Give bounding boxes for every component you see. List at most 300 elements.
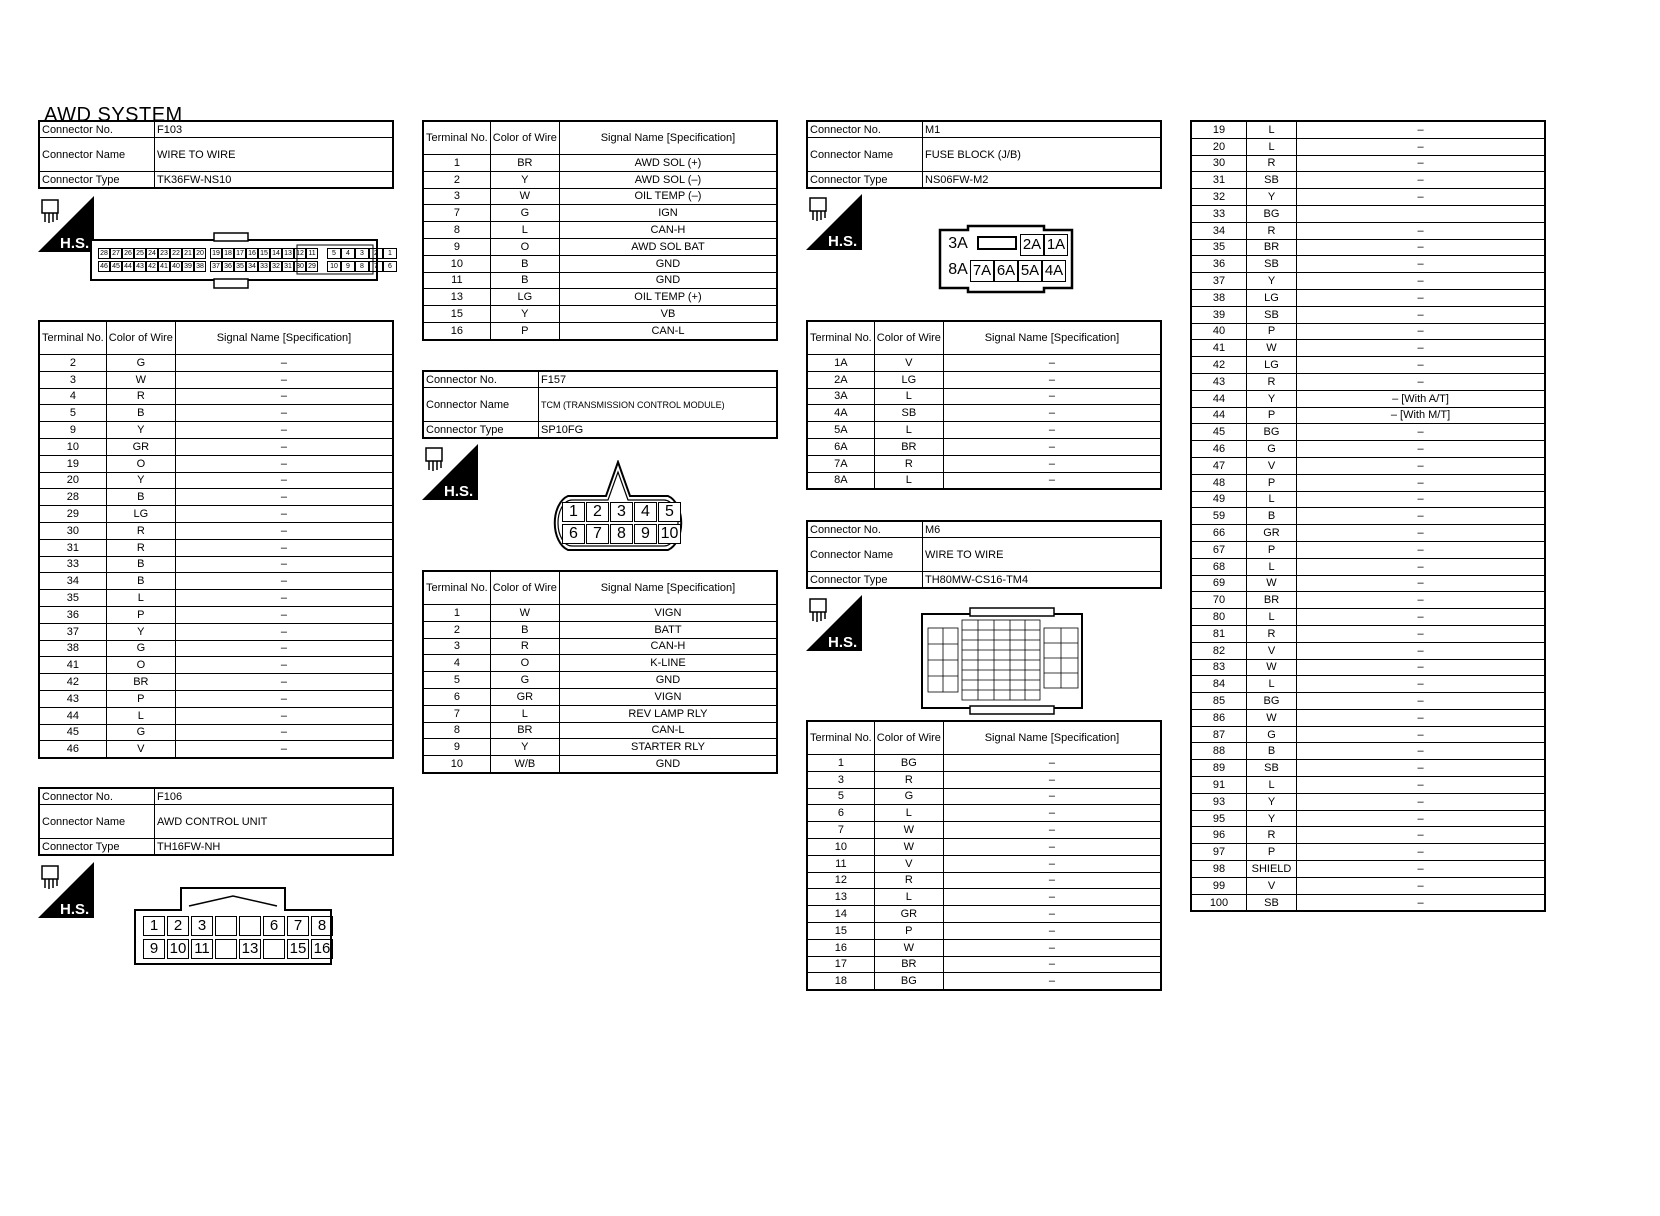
table-row xyxy=(1191,407,1545,424)
signal-name-cell: – xyxy=(175,640,393,657)
signal-name-header: Signal Name [Specification] xyxy=(559,571,777,605)
f103-pins-top-b xyxy=(210,248,318,259)
table-row xyxy=(423,238,777,255)
color-of-wire-header: Color of Wire xyxy=(874,321,943,355)
signal-name-cell: – xyxy=(1297,491,1546,508)
table-row xyxy=(1191,676,1545,693)
pin: 43 xyxy=(134,261,146,272)
connector-no-label: Connector No. xyxy=(807,521,923,538)
m6-info-table xyxy=(806,520,1162,589)
terminal-no-cell: 44 xyxy=(1191,407,1247,424)
terminal-no-header: Terminal No. xyxy=(807,321,874,355)
terminal-no-cell: 46 xyxy=(39,741,106,758)
wire-color-cell: P xyxy=(106,606,175,623)
signal-name-cell: – xyxy=(1297,693,1546,710)
pin: 3 xyxy=(610,502,633,522)
signal-name-cell: – xyxy=(943,438,1161,455)
f103-connector-name: WIRE TO WIRE xyxy=(155,138,394,172)
connector-name-label: Connector Name xyxy=(807,538,923,572)
table-row xyxy=(1191,827,1545,844)
terminal-no-cell: 5A xyxy=(807,422,874,439)
signal-name-cell: – xyxy=(175,506,393,523)
signal-name-cell: VB xyxy=(559,306,777,323)
wire-color-cell: L xyxy=(490,222,559,239)
wire-color-cell: R xyxy=(490,638,559,655)
wire-color-cell: O xyxy=(490,238,559,255)
wire-color-cell: BG xyxy=(874,755,943,772)
f103-pins-top-a xyxy=(98,248,206,259)
pin: 23 xyxy=(158,248,170,259)
f106-connector-name: AWD CONTROL UNIT xyxy=(155,805,394,839)
table-row xyxy=(807,405,1161,422)
table-row xyxy=(39,657,393,674)
signal-name-cell: – xyxy=(1297,726,1546,743)
wire-color-cell: G xyxy=(490,205,559,222)
f106-connector-type: TH16FW-NH xyxy=(155,839,394,856)
wire-color-cell: SB xyxy=(1247,894,1297,911)
table-row xyxy=(807,355,1161,372)
table-row xyxy=(807,788,1161,805)
pin: 29 xyxy=(306,261,318,272)
table-row xyxy=(1191,508,1545,525)
pin xyxy=(263,939,285,959)
signal-name-cell: – xyxy=(175,371,393,388)
terminal-no-cell: 4 xyxy=(423,655,490,672)
table-row xyxy=(1191,239,1545,256)
svg-text:H.S.: H.S. xyxy=(60,235,90,252)
wire-color-cell: W xyxy=(1247,340,1297,357)
wire-color-cell: SB xyxy=(1247,256,1297,273)
m1-terminal-table xyxy=(806,320,1162,490)
signal-name-cell: – xyxy=(943,788,1161,805)
terminal-no-cell: 41 xyxy=(1191,340,1247,357)
connector-type-label: Connector Type xyxy=(39,172,155,189)
terminal-no-cell: 66 xyxy=(1191,525,1247,542)
pin: 3 xyxy=(191,916,213,936)
table-row xyxy=(807,939,1161,956)
table-row xyxy=(423,722,777,739)
terminal-no-cell: 81 xyxy=(1191,625,1247,642)
signal-name-cell: – xyxy=(175,489,393,506)
signal-name-cell: – xyxy=(943,939,1161,956)
m1-pin-gap xyxy=(970,234,1020,256)
pin: 11 xyxy=(191,939,213,959)
signal-name-cell: OIL TEMP (+) xyxy=(559,289,777,306)
wire-color-cell: R xyxy=(874,455,943,472)
table-row xyxy=(1191,424,1545,441)
signal-name-cell: – xyxy=(943,755,1161,772)
wire-color-cell: W xyxy=(874,838,943,855)
m1-pins-bot xyxy=(946,260,1066,282)
signal-name-cell: – xyxy=(1297,861,1546,878)
terminal-no-cell: 3 xyxy=(807,771,874,788)
wire-color-cell: V xyxy=(1247,457,1297,474)
terminal-no-cell: 18 xyxy=(807,973,874,990)
table-row xyxy=(39,405,393,422)
wire-color-cell: R xyxy=(106,539,175,556)
signal-name-cell: – xyxy=(1297,743,1546,760)
terminal-no-cell: 68 xyxy=(1191,558,1247,575)
terminal-no-cell: 19 xyxy=(39,455,106,472)
signal-name-cell: – xyxy=(1297,357,1546,374)
terminal-no-cell: 40 xyxy=(1191,323,1247,340)
terminal-no-cell: 7A xyxy=(807,455,874,472)
wire-color-cell: V xyxy=(106,741,175,758)
f157-terminal-table xyxy=(422,570,778,774)
table-row xyxy=(1191,575,1545,592)
signal-name-cell: – xyxy=(943,922,1161,939)
connector-type-label: Connector Type xyxy=(39,839,155,856)
signal-name-cell: – xyxy=(175,573,393,590)
signal-name-cell: – xyxy=(175,590,393,607)
f103-pins-top-c xyxy=(327,248,397,259)
terminal-no-cell: 46 xyxy=(1191,441,1247,458)
m1-connector-name: FUSE BLOCK (J/B) xyxy=(923,138,1162,172)
m1-connector-type: NS06FW-M2 xyxy=(923,172,1162,189)
table-row xyxy=(1191,592,1545,609)
wire-color-cell: W xyxy=(1247,709,1297,726)
wire-color-cell: B xyxy=(490,621,559,638)
terminal-no-cell: 59 xyxy=(1191,508,1247,525)
wire-color-cell: P xyxy=(1247,541,1297,558)
wire-color-cell: Y xyxy=(106,623,175,640)
wire-color-cell: BG xyxy=(1247,424,1297,441)
terminal-no-cell: 30 xyxy=(1191,155,1247,172)
table-row xyxy=(39,556,393,573)
pin: 15 xyxy=(287,939,309,959)
signal-name-cell: – xyxy=(175,690,393,707)
terminal-no-cell: 20 xyxy=(1191,138,1247,155)
table-row xyxy=(1191,693,1545,710)
connector-no-label: Connector No. xyxy=(807,121,923,138)
terminal-no-cell: 28 xyxy=(39,489,106,506)
terminal-no-cell: 2 xyxy=(423,171,490,188)
pin: 6 xyxy=(383,261,397,272)
wire-color-cell: R xyxy=(874,771,943,788)
wire-color-cell: P xyxy=(106,690,175,707)
signal-name-cell: – xyxy=(175,657,393,674)
table-row xyxy=(423,222,777,239)
signal-name-cell: OIL TEMP (–) xyxy=(559,188,777,205)
terminal-no-cell: 44 xyxy=(1191,390,1247,407)
table-row xyxy=(1191,726,1545,743)
table-row xyxy=(807,438,1161,455)
m6-connector-name: WIRE TO WIRE xyxy=(923,538,1162,572)
signal-name-cell: IGN xyxy=(559,205,777,222)
page-title: AWD SYSTEM xyxy=(44,104,183,126)
wire-color-cell: B xyxy=(490,255,559,272)
table-row xyxy=(1191,810,1545,827)
pin: 30 xyxy=(294,261,306,272)
signal-name-cell: – xyxy=(943,472,1161,489)
terminal-no-cell: 37 xyxy=(39,623,106,640)
hs-icon xyxy=(38,196,94,252)
terminal-no-cell: 4A xyxy=(807,405,874,422)
signal-name-cell: – xyxy=(1297,844,1546,861)
terminal-no-cell: 6 xyxy=(423,688,490,705)
connector-no-label: Connector No. xyxy=(39,788,155,805)
wire-color-cell: LG xyxy=(106,506,175,523)
wire-color-cell: R xyxy=(1247,373,1297,390)
signal-name-cell: – xyxy=(1297,558,1546,575)
terminal-no-cell: 32 xyxy=(1191,189,1247,206)
pin: 9 xyxy=(634,524,657,544)
f106-pins-top xyxy=(143,916,333,936)
terminal-no-cell: 3 xyxy=(423,638,490,655)
signal-name-cell: – xyxy=(1297,155,1546,172)
table-row xyxy=(39,355,393,372)
table-row xyxy=(39,707,393,724)
f106-connector-diagram xyxy=(133,886,333,966)
terminal-no-cell: 15 xyxy=(807,922,874,939)
signal-name-cell: – xyxy=(1297,659,1546,676)
wire-color-cell: B xyxy=(106,556,175,573)
terminal-no-cell: 87 xyxy=(1191,726,1247,743)
signal-name-cell: – xyxy=(943,371,1161,388)
table-row xyxy=(423,322,777,339)
terminal-no-cell: 15 xyxy=(423,306,490,323)
table-row xyxy=(807,805,1161,822)
terminal-no-cell: 1 xyxy=(423,155,490,172)
connector-no-label: Connector No. xyxy=(39,121,155,138)
pin: 9 xyxy=(341,261,355,272)
pin: 36 xyxy=(222,261,234,272)
wire-color-cell: Y xyxy=(490,739,559,756)
signal-name-cell: BATT xyxy=(559,621,777,638)
table-row xyxy=(1191,323,1545,340)
wire-color-cell: O xyxy=(490,655,559,672)
table-row xyxy=(1191,121,1545,138)
pin: 26 xyxy=(122,248,134,259)
table-row xyxy=(807,771,1161,788)
pin: 22 xyxy=(170,248,182,259)
wire-color-cell: W xyxy=(874,939,943,956)
table-row xyxy=(1191,743,1545,760)
wire-color-cell: W xyxy=(490,605,559,622)
table-row xyxy=(1191,558,1545,575)
wire-color-cell: V xyxy=(874,855,943,872)
wire-color-cell: L xyxy=(1247,121,1297,138)
pin: 24 xyxy=(146,248,158,259)
signal-name-cell: – xyxy=(1297,676,1546,693)
table-row xyxy=(807,388,1161,405)
wire-color-cell: L xyxy=(1247,777,1297,794)
table-row xyxy=(39,371,393,388)
terminal-no-cell: 29 xyxy=(39,506,106,523)
wire-color-cell: L xyxy=(106,707,175,724)
pin: 41 xyxy=(158,261,170,272)
terminal-no-cell: 42 xyxy=(39,674,106,691)
table-row xyxy=(39,489,393,506)
signal-name-cell: – xyxy=(1297,525,1546,542)
m6-terminal-table-a xyxy=(806,720,1162,991)
pin: 2 xyxy=(369,248,383,259)
wire-color-cell: R xyxy=(1247,222,1297,239)
terminal-no-cell: 99 xyxy=(1191,877,1247,894)
pin: 39 xyxy=(182,261,194,272)
table-row xyxy=(39,674,393,691)
table-row xyxy=(1191,273,1545,290)
f157-pins-top xyxy=(562,502,681,522)
table-row xyxy=(1191,525,1545,542)
pin: 8 xyxy=(610,524,633,544)
signal-name-cell: – xyxy=(1297,575,1546,592)
signal-name-cell: – xyxy=(175,724,393,741)
terminal-no-cell: 42 xyxy=(1191,357,1247,374)
table-row xyxy=(39,522,393,539)
signal-name-cell: – xyxy=(175,405,393,422)
terminal-no-cell: 3 xyxy=(423,188,490,205)
terminal-no-cell: 10 xyxy=(807,838,874,855)
table-row xyxy=(39,539,393,556)
terminal-no-cell: 11 xyxy=(423,272,490,289)
terminal-no-cell: 35 xyxy=(39,590,106,607)
terminal-no-cell: 34 xyxy=(39,573,106,590)
terminal-no-cell: 31 xyxy=(39,539,106,556)
table-row xyxy=(423,739,777,756)
terminal-no-cell: 84 xyxy=(1191,676,1247,693)
pin: 16 xyxy=(311,939,333,959)
connector-no-label: Connector No. xyxy=(423,371,539,388)
wire-color-cell: Y xyxy=(1247,273,1297,290)
table-row xyxy=(423,306,777,323)
pin: 33 xyxy=(258,261,270,272)
table-row xyxy=(1191,256,1545,273)
terminal-no-cell: 5 xyxy=(807,788,874,805)
table-row xyxy=(1191,357,1545,374)
wire-color-cell: LG xyxy=(1247,357,1297,374)
terminal-no-cell: 83 xyxy=(1191,659,1247,676)
signal-name-cell: – xyxy=(1297,592,1546,609)
terminal-no-cell: 98 xyxy=(1191,861,1247,878)
signal-name-cell: – xyxy=(175,623,393,640)
table-row xyxy=(1191,894,1545,911)
pin: 10 xyxy=(658,524,681,544)
hs-icon xyxy=(422,444,478,500)
terminal-no-cell: 43 xyxy=(1191,373,1247,390)
signal-name-cell: – xyxy=(1297,760,1546,777)
f157-pins-bot xyxy=(562,524,681,544)
terminal-no-cell: 14 xyxy=(807,906,874,923)
f103-pins-bot-b xyxy=(210,261,318,272)
wire-color-cell: G xyxy=(106,640,175,657)
terminal-no-cell: 6A xyxy=(807,438,874,455)
table-row xyxy=(423,672,777,689)
wire-color-cell: W xyxy=(1247,575,1297,592)
terminal-no-cell: 47 xyxy=(1191,457,1247,474)
terminal-no-cell: 19 xyxy=(1191,121,1247,138)
wire-color-cell: R xyxy=(874,872,943,889)
pin: 10 xyxy=(167,939,189,959)
wire-color-cell: BR xyxy=(106,674,175,691)
terminal-no-cell: 13 xyxy=(807,889,874,906)
table-row xyxy=(807,755,1161,772)
table-row xyxy=(1191,441,1545,458)
pin: 1 xyxy=(562,502,585,522)
wire-color-cell: R xyxy=(1247,827,1297,844)
wire-color-cell: L xyxy=(490,705,559,722)
wire-color-cell: BR xyxy=(490,722,559,739)
signal-name-cell: GND xyxy=(559,272,777,289)
signal-name-cell: – xyxy=(943,771,1161,788)
table-row xyxy=(39,623,393,640)
f157-info-table xyxy=(422,370,778,439)
pin: 18 xyxy=(222,248,234,259)
signal-name-header: Signal Name [Specification] xyxy=(943,321,1161,355)
signal-name-cell: – xyxy=(943,838,1161,855)
signal-name-cell: – xyxy=(1297,474,1546,491)
svg-text:H.S.: H.S. xyxy=(828,233,858,250)
table-row xyxy=(39,606,393,623)
pin: 13 xyxy=(282,248,294,259)
table-row xyxy=(1191,222,1545,239)
table-row xyxy=(1191,172,1545,189)
f106-connector-no: F106 xyxy=(155,788,394,805)
terminal-no-cell: 8A xyxy=(807,472,874,489)
pin: 40 xyxy=(170,261,182,272)
connector-name-label: Connector Name xyxy=(39,805,155,839)
signal-name-cell: – xyxy=(175,606,393,623)
table-row xyxy=(807,838,1161,855)
f103-terminal-table xyxy=(38,320,394,759)
table-row xyxy=(1191,189,1545,206)
wire-color-cell: L xyxy=(1247,558,1297,575)
terminal-no-cell: 39 xyxy=(1191,306,1247,323)
signal-name-header: Signal Name [Specification] xyxy=(559,121,777,155)
table-row xyxy=(423,272,777,289)
table-row xyxy=(1191,777,1545,794)
terminal-no-cell: 33 xyxy=(1191,205,1247,222)
wire-color-cell: LG xyxy=(490,289,559,306)
terminal-no-cell: 1A xyxy=(807,355,874,372)
color-of-wire-header: Color of Wire xyxy=(874,721,943,755)
table-row xyxy=(39,640,393,657)
pin: 7 xyxy=(369,261,383,272)
wire-color-cell: GR xyxy=(874,906,943,923)
signal-name-cell: AWD SOL (+) xyxy=(559,155,777,172)
terminal-no-cell: 10 xyxy=(423,255,490,272)
signal-name-cell: – xyxy=(1297,306,1546,323)
signal-name-cell: – xyxy=(943,906,1161,923)
terminal-no-cell: 97 xyxy=(1191,844,1247,861)
signal-name-cell: STARTER RLY xyxy=(559,739,777,756)
pin: 14 xyxy=(270,248,282,259)
pin: 45 xyxy=(110,261,122,272)
hs-icon xyxy=(806,194,862,250)
signal-name-cell: CAN-L xyxy=(559,722,777,739)
signal-name-cell: – xyxy=(1297,508,1546,525)
svg-text:H.S.: H.S. xyxy=(828,634,858,651)
terminal-no-cell: 36 xyxy=(1191,256,1247,273)
table-row xyxy=(423,705,777,722)
terminal-no-cell: 7 xyxy=(807,822,874,839)
signal-name-cell: – xyxy=(1297,289,1546,306)
connector-type-label: Connector Type xyxy=(807,172,923,189)
terminal-no-cell: 5 xyxy=(39,405,106,422)
table-row xyxy=(1191,474,1545,491)
hs-icon xyxy=(38,862,94,918)
signal-name-cell: – xyxy=(1297,222,1546,239)
wire-color-cell: LG xyxy=(1247,289,1297,306)
table-row xyxy=(1191,793,1545,810)
wire-color-cell: BR xyxy=(874,438,943,455)
terminal-no-cell: 41 xyxy=(39,657,106,674)
terminal-no-header: Terminal No. xyxy=(39,321,106,355)
terminal-no-cell: 35 xyxy=(1191,239,1247,256)
table-row xyxy=(1191,205,1545,222)
signal-name-cell: – xyxy=(943,889,1161,906)
wire-color-cell: B xyxy=(106,489,175,506)
